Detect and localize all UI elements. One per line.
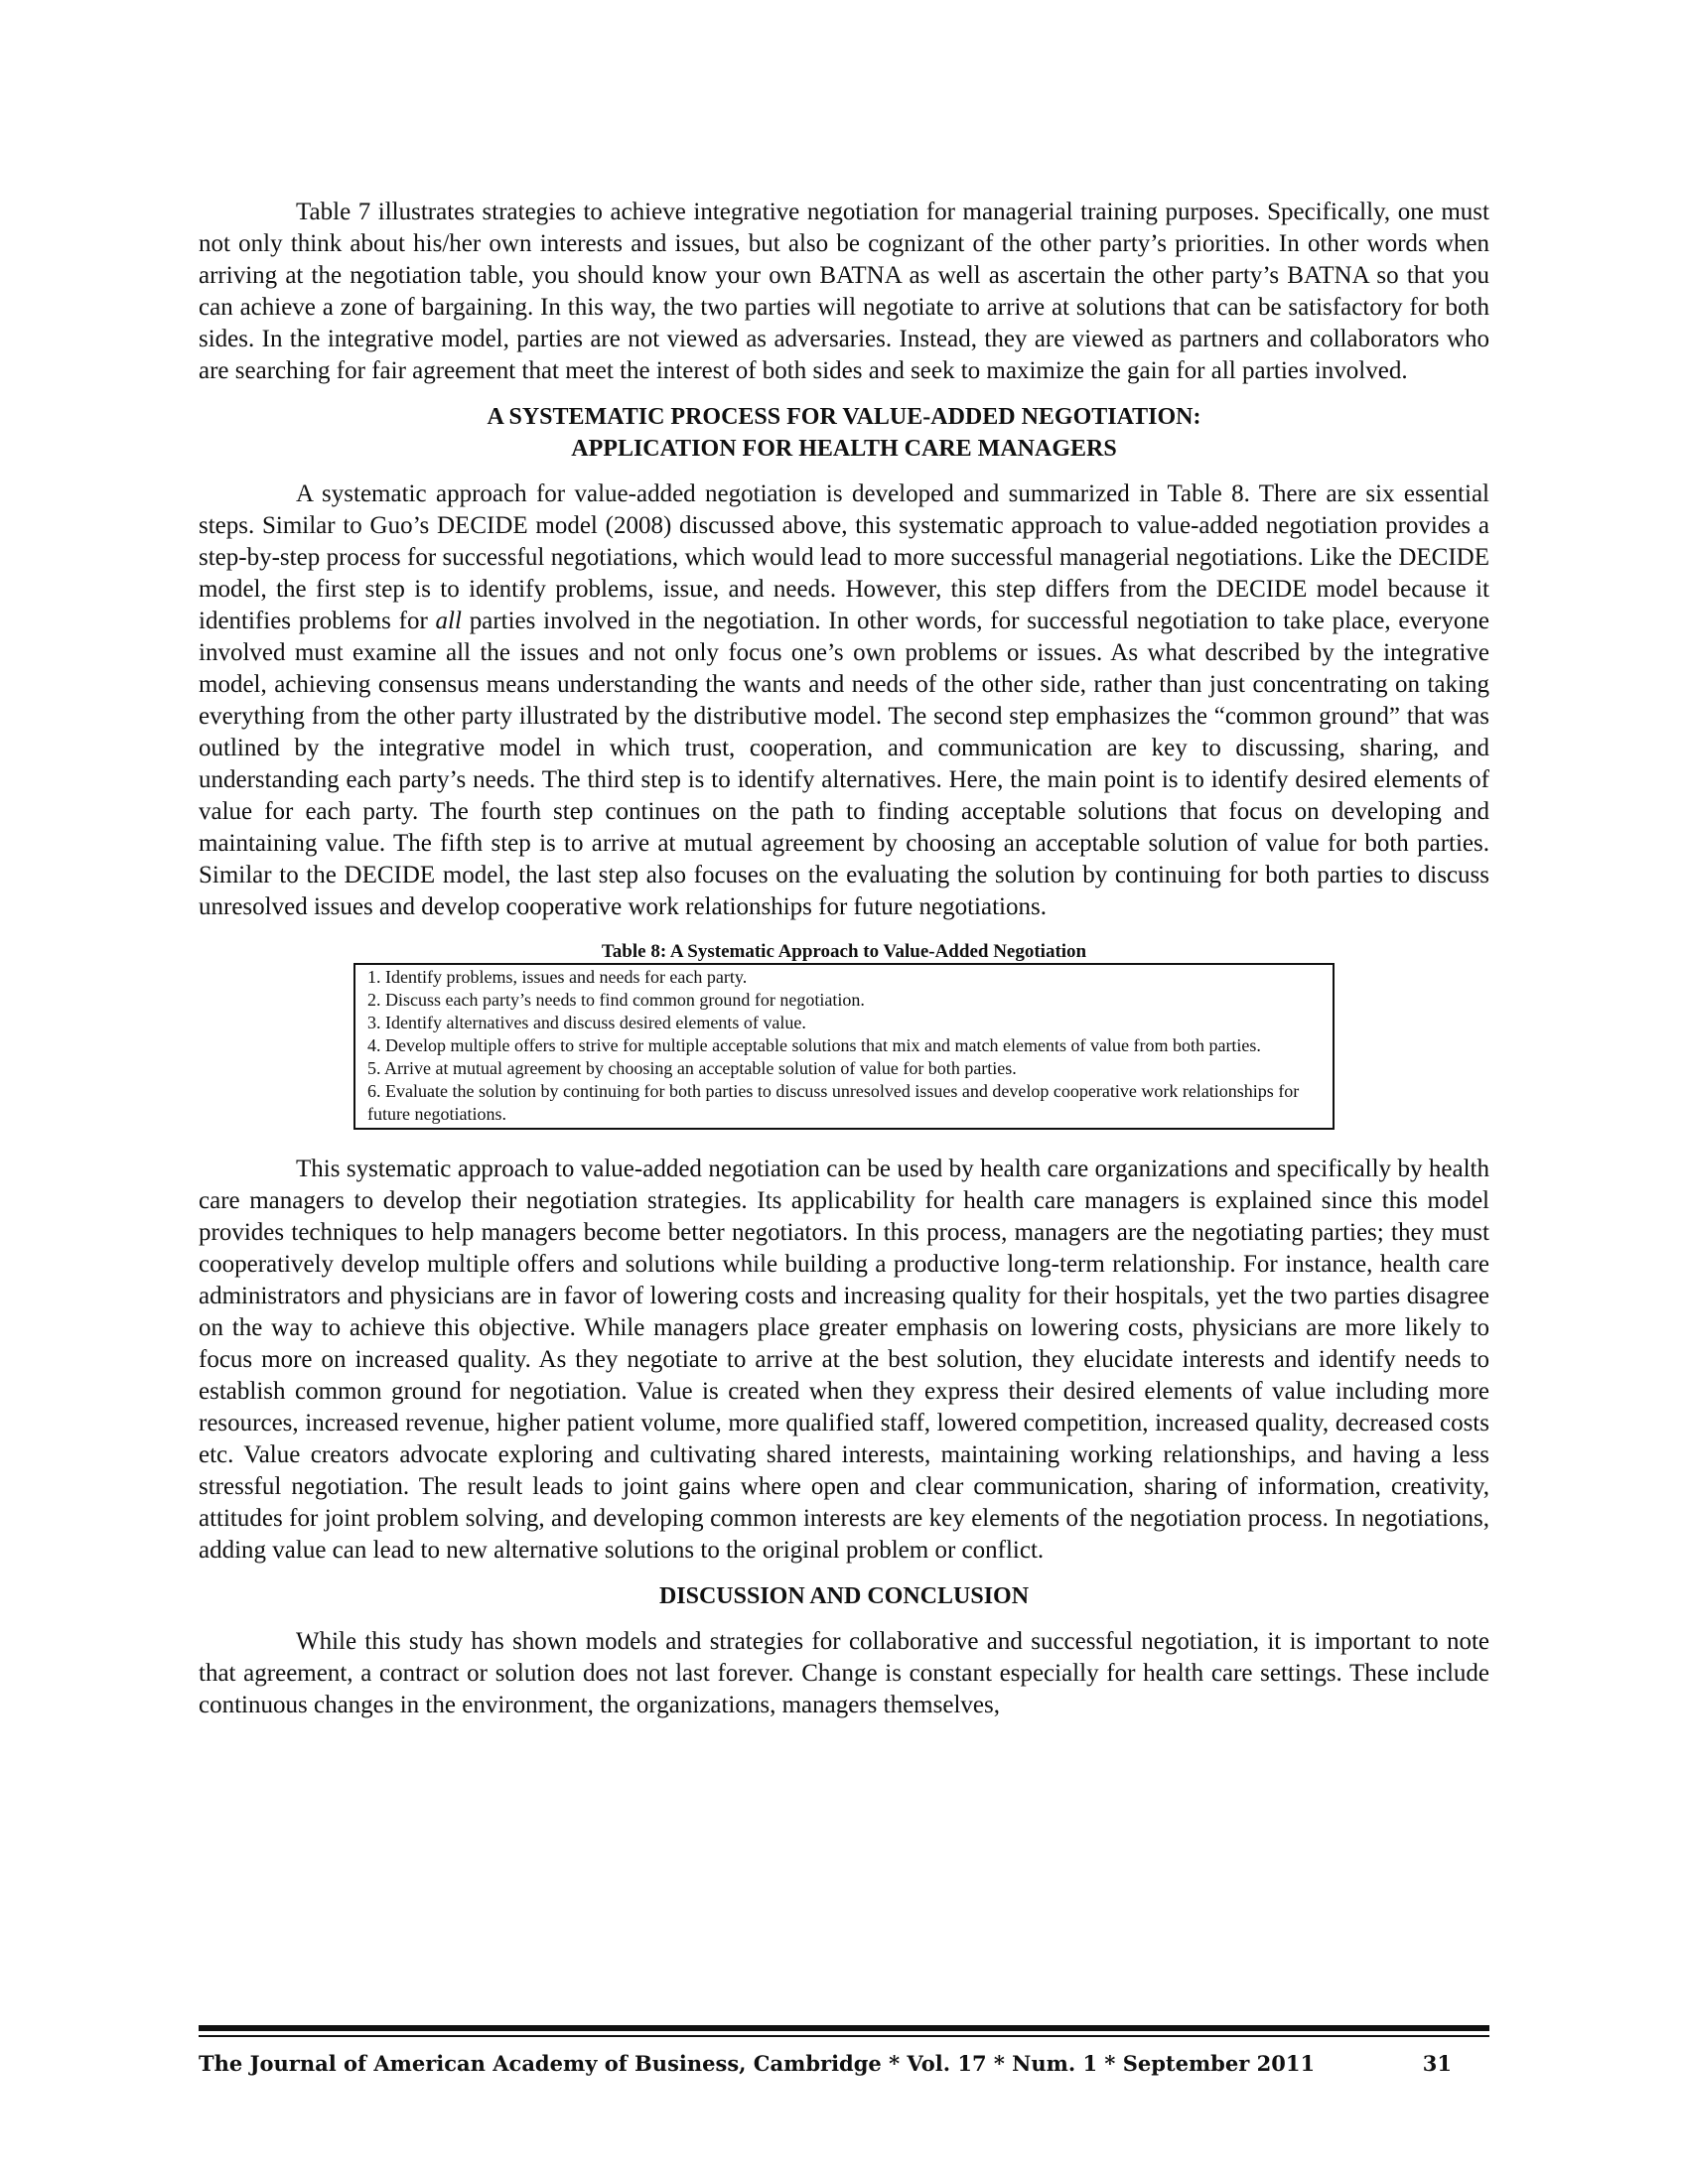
paragraph-text-part: parties involved in the negotiation. In other words, for successful negotiation to take place, everyone involved must examine all the issues and not only focus one’s own problems or issues. As what described by the integrative model, achieving consensus means understanding the wants and needs of the other side, rather than just concentrating on taking everything from the other party illustrated by the distributive model. The second step emphasizes the “common ground” that was outlined by the integrative model in which trust, cooperation, and communication are key to discussing, sharing, and understanding each party’s needs. The third step is to identify alternatives. Here, the main point is to identify desired elements of value for each party. The fourth step continues on the path to finding acceptable solutions that focus on developing and maintaining value. The fifth step is to arrive at mutual agreement by choosing an acceptable solution of value for both parties. Similar to the DECIDE model, the last step also focuses on the evaluating the solution by continuing for both parties to discuss unresolved issues and develop cooperative work relationships for future negotiations. [199,608,1489,920]
page-number: 31 [1422,2051,1452,2076]
paragraph-text-part: A systematic approach for value-added negotiation is developed and summarized in Table 8. There are six essential steps. Similar to Guo’s DECIDE model (2008) discussed above, this systematic approach to value-added negotiation provides a step-by-step process for successful negotiations, which would lead to more successful managerial negotiations. Like the DECIDE model, the first step is to identify problems, issue, and needs. However, this step differs from the DECIDE model because it identifies problems for [199,480,1489,634]
paragraph-table7-intro: Table 7 illustrates strategies to achieve integrative negotiation for managerial training purposes. Specifically, one must not only think about his/her own interests and issues, but also be cognizant of the other party’s priorities. In other words when arriving at the negotiation table, you should know your own BATNA as well as ascertain the other party’s BATNA so that you can achieve a zone of bargaining. In this way, the two parties will negotiate to arrive at solutions that can be satisfactory for both sides. In the integrative model, parties are not viewed as adversaries. Instead, they are viewed as partners and collaborators who are searching for fair agreement that meet the interest of both sides and seek to maximize the gain for all parties involved. [199,199,1489,384]
page-footer [199,2051,1489,2076]
paragraph-systematic-approach [199,478,1489,923]
table-row: 5. Arrive at mutual agreement by choosing an acceptable solution of value for both parties. [367,1058,1017,1078]
section-heading-systematic-line1: A SYSTEMATIC PROCESS FOR VALUE-ADDED NEGOTIATION: [487,404,1201,430]
table-row: 4. Develop multiple offers to strive for multiple acceptable solutions that mix and match elements of value from both parties. [367,1035,1261,1055]
paragraph-discussion: While this study has shown models and strategies for collaborative and successful negotiation, it is important to note that agreement, a contract or solution does not last forever. Change is constant especially for health care settings. These include continuous changes in the environment, the organizations, managers themselves, [199,1628,1489,1718]
journal-citation: The Journal of American Academy of Business, Cambridge * Vol. 17 * Num. 1 * September 2011 [199,2051,1316,2076]
table-row: 3. Identify alternatives and discuss desired elements of value. [367,1013,806,1032]
section-heading-discussion: DISCUSSION AND CONCLUSION [658,1583,1030,1609]
paragraph-italic-emphasis: all [435,608,462,634]
table-row: 6. Evaluate the solution by continuing for both parties to discuss unresolved issues and develop cooperative work relationships for future negotiations. [367,1081,1300,1124]
paragraph-health-care-application: This systematic approach to value-added negotiation can be used by health care organizations and specifically by health care managers to develop their negotiation strategies. Its applicability for health care managers is explained since this model provides techniques to help managers become better negotiators. In this process, managers are the negotiating parties; they must cooperatively develop multiple offers and solutions while building a productive long-term relationship. For instance, health care administrators and physicians are in favor of lowering costs and increasing quality for their hospitals, yet the two parties disagree on the way to achieve this objective. While managers place greater emphasis on lowering costs, physicians are more likely to focus more on increased quality. As they negotiate to arrive at the best solution, they elucidate interests and identify needs to establish common ground for negotiation. Value is created when they express their desired elements of value including more resources, increased revenue, higher patient volume, more qualified staff, lowered competition, increased quality, decreased costs etc. Value creators advocate exploring and cultivating shared interests, maintaining working relationships, and having a less stressful negotiation. The result leads to joint gains where open and clear communication, sharing of information, creativity, attitudes for joint problem solving, and developing common interests are key elements of the negotiation process. In negotiations, adding value can lead to new alternative solutions to the original problem or conflict. [199,1156,1489,1564]
footer-rule-thick [199,2025,1489,2031]
footer-rule-thin [199,2035,1489,2037]
table-row: 2. Discuss each party’s needs to find common ground for negotiation. [367,990,865,1010]
table-body [353,963,1335,1130]
table-8 [353,941,1335,1130]
table-caption: Table 8: A Systematic Approach to Value-Added Negotiation [601,941,1087,962]
page-content [199,197,1489,1721]
section-heading-systematic-line2: APPLICATION FOR HEALTH CARE MANAGERS [571,436,1117,462]
table-row: 1. Identify problems, issues and needs for each party. [367,967,748,987]
